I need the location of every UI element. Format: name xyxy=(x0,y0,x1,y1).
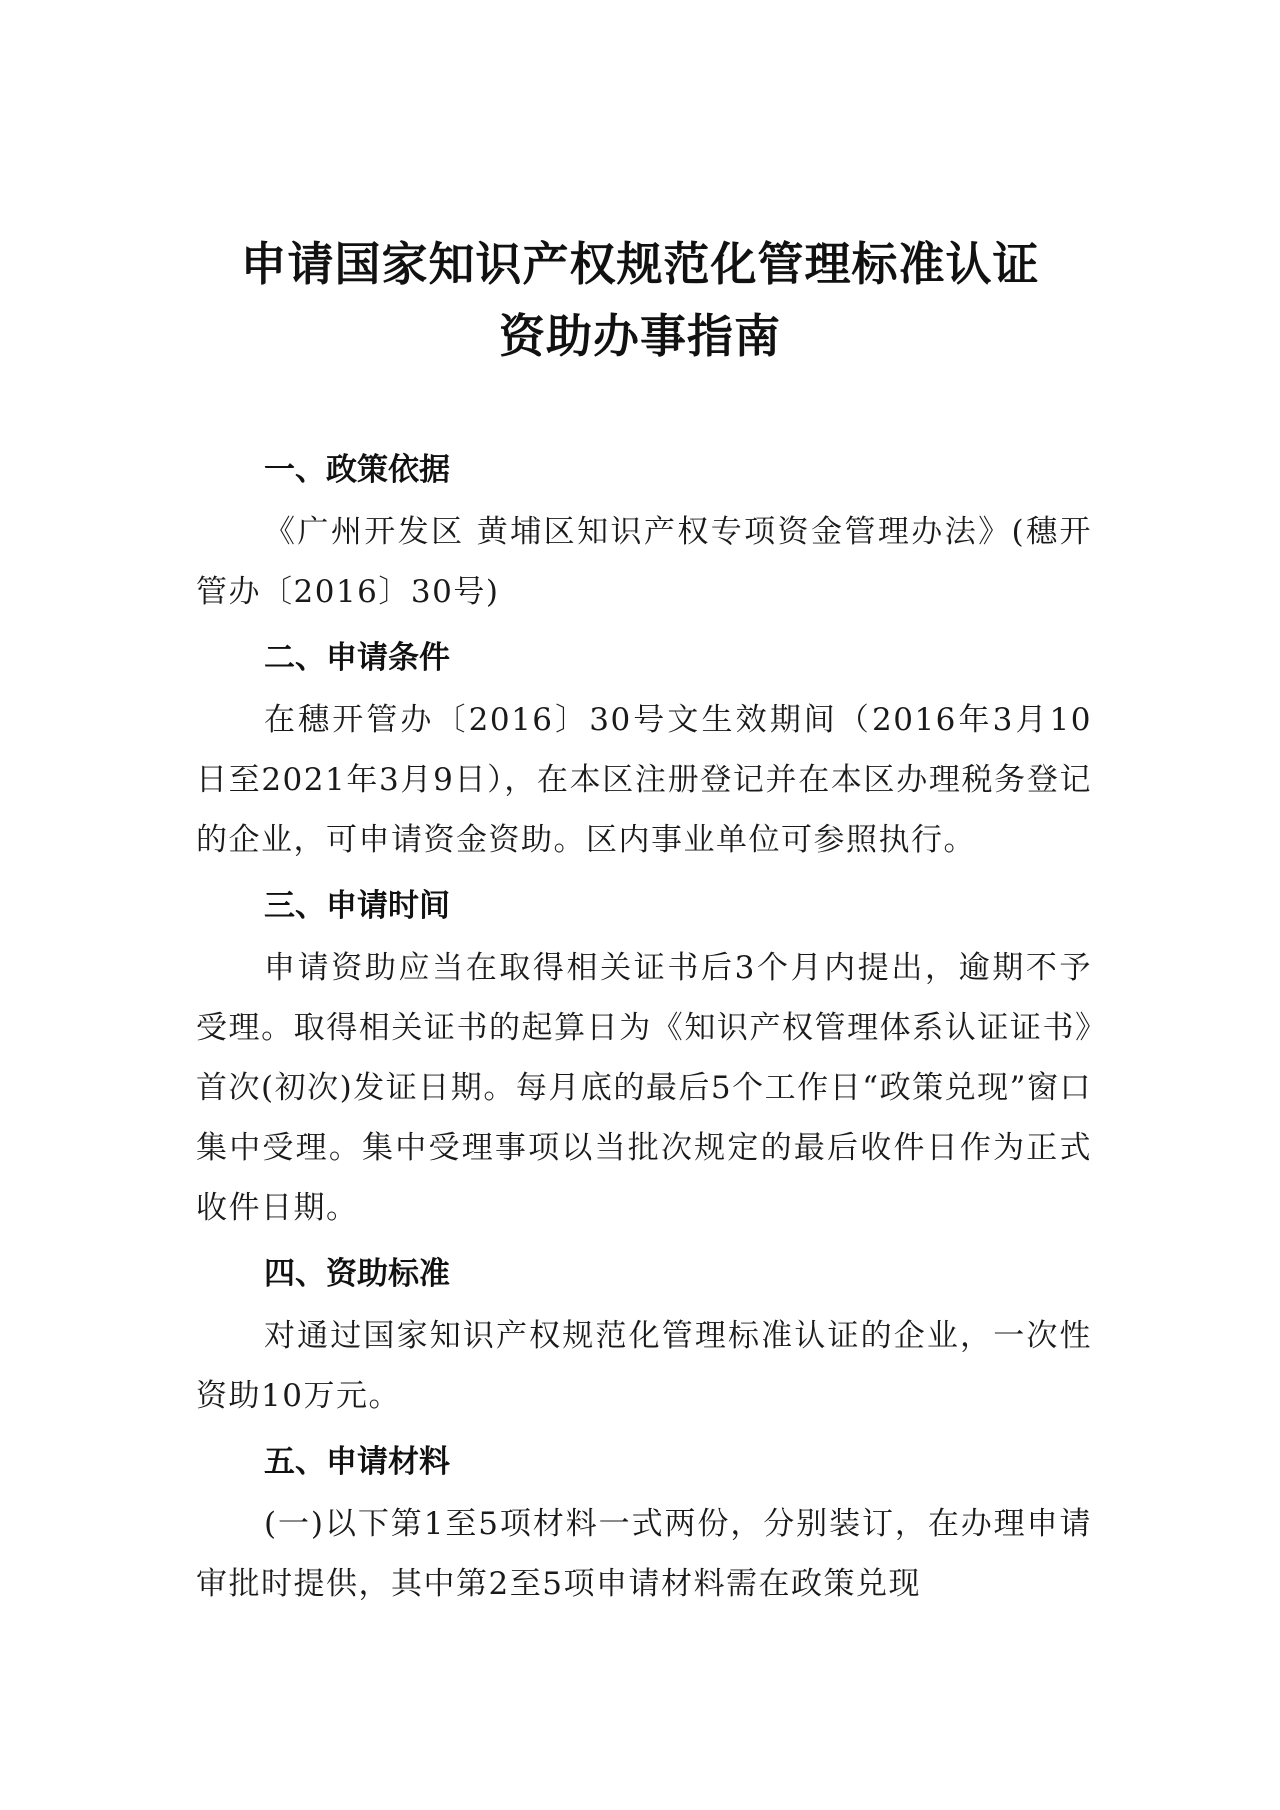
section-paragraph: 《广州开发区 黄埔区知识产权专项资金管理办法》(穗开管办〔2016〕30号) xyxy=(196,514,1092,610)
title-line-2: 资助办事指南 xyxy=(499,309,781,363)
title-line-1: 申请国家知识产权规范化管理标准认证 xyxy=(240,237,1040,291)
section-heading: 五、申请材料 xyxy=(264,1444,450,1480)
section-application-time xyxy=(196,876,1092,1238)
section-policy-basis xyxy=(196,440,1092,622)
section-heading: 四、资助标准 xyxy=(264,1256,450,1292)
document-body xyxy=(196,440,1092,1620)
section-heading: 三、申请时间 xyxy=(264,888,450,924)
section-application-materials xyxy=(196,1432,1092,1614)
section-heading: 一、政策依据 xyxy=(264,452,450,488)
section-paragraph: 在穗开管办〔2016〕30号文生效期间（2016年3月10日至2021年3月9日），在本区注册登记并在本区办理税务登记的企业，可申请资金资助。区内事业单位可参照执行。 xyxy=(196,702,1092,858)
section-application-conditions xyxy=(196,628,1092,870)
section-funding-standard xyxy=(196,1244,1092,1426)
document-title xyxy=(0,228,1280,372)
section-paragraph: 申请资助应当在取得相关证书后3个月内提出，逾期不予受理。取得相关证书的起算日为《知识产权管理体系认证证书》首次(初次)发证日期。每月底的最后5个工作日“政策兑现”窗口集中受理。集中受理事项以当批次规定的最后收件日作为正式收件日期。 xyxy=(196,950,1092,1226)
section-heading: 二、申请条件 xyxy=(264,640,450,676)
section-paragraph: (一)以下第1至5项材料一式两份，分别装订，在办理申请审批时提供，其中第2至5项申请材料需在政策兑现 xyxy=(196,1506,1092,1602)
section-paragraph: 对通过国家知识产权规范化管理标准认证的企业，一次性资助10万元。 xyxy=(196,1318,1092,1414)
